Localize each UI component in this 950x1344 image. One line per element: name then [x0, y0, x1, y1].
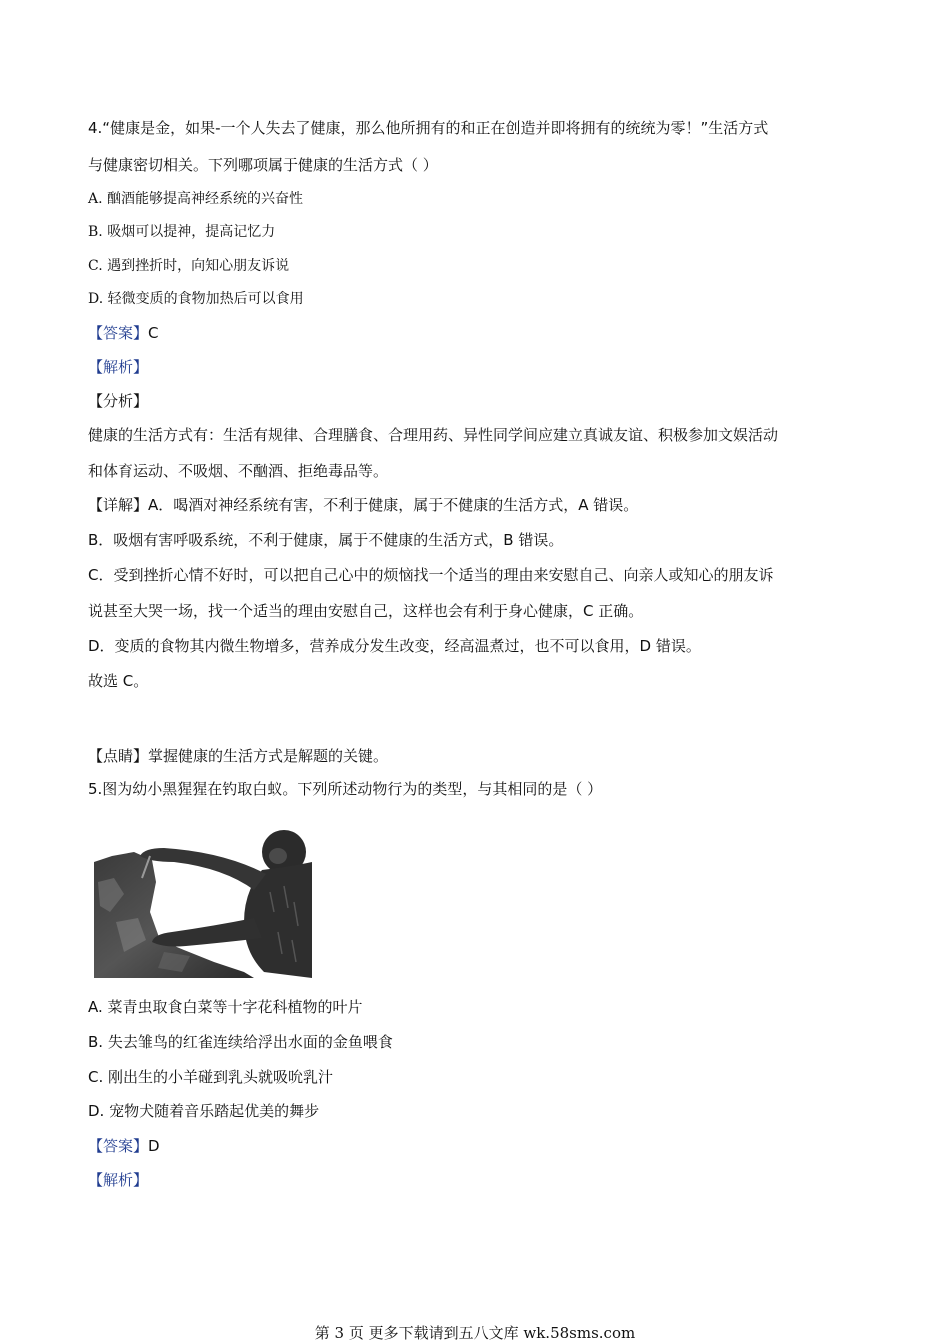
q4-detail-line4: 说甚至大哭一场，找一个适当的理由安慰自己，这样也会有利于身心健康，C 正确。	[88, 602, 644, 620]
q5-stem: 5.图为幼小黑猩猩在钓取白蚁。下列所述动物行为的类型，与其相同的是（ ）	[88, 780, 603, 798]
q4-fenxi-tag: 【分析】	[88, 392, 149, 410]
page-footer: 第 3 页 更多下载请到五八文库 wk.58sms.com	[314, 1324, 636, 1342]
q5-option-b: B. 失去雏鸟的红雀连续给浮出水面的金鱼喂食	[88, 1033, 393, 1051]
q4-jiexi-tag: 【解析】	[88, 358, 149, 376]
q4-conclusion: 故选 C。	[88, 672, 149, 690]
q4-fenxi-line2: 和体育运动、不吸烟、不酗酒、拒绝毒品等。	[88, 462, 389, 480]
q4-option-b: B. 吸烟可以提神，提高记忆力	[88, 224, 276, 240]
answer-value: D	[148, 1137, 160, 1155]
q4-stem-line1: 4.“健康是金，如果-一个人失去了健康，那么他所拥有的和正在创造并即将拥有的统统为零！”生活方式	[88, 119, 769, 137]
q4-option-c: C. 遇到挫折时，向知心朋友诉说	[88, 258, 290, 274]
answer-tag: 【答案】	[88, 1137, 149, 1155]
q4-option-d: D. 轻微变质的食物加热后可以食用	[88, 291, 304, 307]
answer-tag: 【答案】	[88, 324, 149, 342]
q4-detail-line1	[88, 495, 638, 515]
q4-detail-line5: D．变质的食物其内微生物增多，营养成分发生改变，经高温煮过，也不可以食用，D 错误。	[88, 637, 701, 655]
q5-option-d: D. 宠物犬随着音乐踏起优美的舞步	[88, 1102, 320, 1120]
q4-dianjing-line	[88, 746, 388, 766]
q4-answer-line	[88, 323, 159, 343]
q4-detail-line3: C．受到挫折心情不好时，可以把自己心中的烦恼找一个适当的理由来安慰自己、向亲人或知心的朋友诉	[88, 566, 774, 584]
chimpanzee-fishing-termites-image	[94, 822, 312, 978]
q5-option-a: A. 菜青虫取食白菜等十字花科植物的叶片	[88, 998, 363, 1016]
dianjing-tag: 【点睛】	[88, 747, 149, 765]
dianjing-text: 掌握健康的生活方式是解题的关键。	[148, 747, 389, 765]
detail-text: A．喝酒对神经系统有害，不利于健康，属于不健康的生活方式，A 错误。	[148, 496, 639, 514]
q4-detail-line2: B．吸烟有害呼吸系统，不利于健康，属于不健康的生活方式，B 错误。	[88, 531, 564, 549]
q5-option-c: C. 刚出生的小羊碰到乳头就吸吮乳汁	[88, 1068, 334, 1086]
answer-value: C	[148, 324, 159, 342]
q4-fenxi-line1: 健康的生活方式有：生活有规律、合理膳食、合理用药、异性同学间应建立真诚友谊、积极参加文娱活动	[88, 426, 779, 444]
q5-jiexi-tag: 【解析】	[88, 1171, 149, 1189]
detail-tag: 【详解】	[88, 496, 149, 514]
q5-answer-line	[88, 1136, 160, 1156]
q4-stem-line2: 与健康密切相关。下列哪项属于健康的生活方式（ ）	[88, 156, 438, 174]
q4-option-a: A. 酗酒能够提高神经系统的兴奋性	[88, 191, 304, 207]
